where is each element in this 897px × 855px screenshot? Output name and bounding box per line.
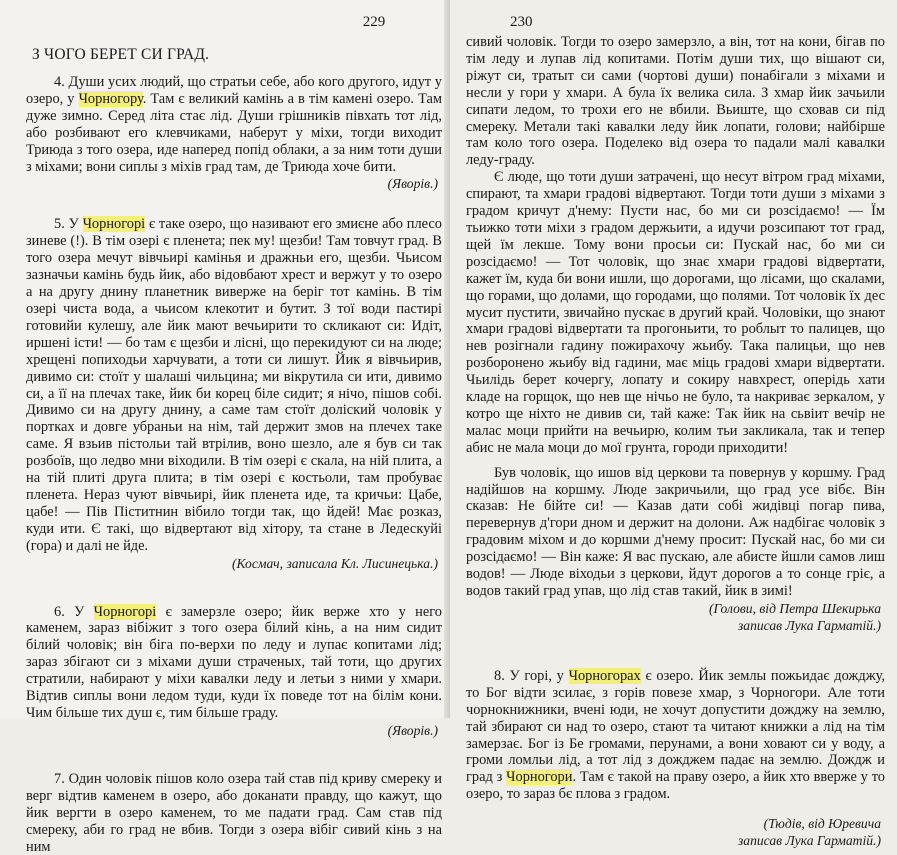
tale-8-source-line2: записав Лука Гарматій.) — [737, 833, 881, 849]
source-holovy-line1: (Голови, від Петра Шекирька — [709, 600, 881, 616]
section-heading: З ЧОГО БЕРЕТ СИ ГРАД. — [32, 46, 210, 63]
tale-4-text-rest: . Там є великий камінь а в тім камені озеро. Там дуже зимно. Серед літа стає лід. Души грішників півхать тот лід, або розбивают его клевчиками, наберут у міхи, тогди виходит Триюда з того озера, иде наперед попід облаки, а за ним тоти души з міхами; вони сиплы з міхів град там, де Триюда хоче бити. — [26, 90, 442, 175]
highlight-chornohory-plural: Чорногорах — [568, 667, 641, 684]
tale-8-source-line1: (Тюдів, від Юревича — [763, 816, 881, 832]
source-holovy-line2: записав Лука Гарматій.) — [737, 617, 881, 633]
tale-4-text-start: 4. Души усих людий, що стратьи себе, або кого другого, идут у озеро, у — [26, 74, 442, 107]
tale-4 — [26, 74, 442, 192]
tale-5-text-rest: є таке озеро, що називают его змиєне або плесо зиневе (!). В тім озері є пленета; пек му! щезби! Там товчут град. В того озера мечут вівчьирі камінья и дражньи его, щезби. Чьисом зазначьи камінь будь йик, або відовбают хрест и вержут у то озеро а на другу днину планетник виверже на беріг тот камінь. В тім озері чиста вода, а чьисом клекотит и бутит. З тої води пастирі готовийи кулешу, але йик мают вечьирити то скликают си: Идіт, иршені істи! — бо там є щезби и лісні, що перекидуют си на люде; хрещені попиходьи харчувати, а тоти си лишут. Йик я вівчьирив, дивимо си: стоїт у шалаші чильцина; ми вікрутила си ити, дивимо си, а її на плечах таке, йик би корец біле сидит; я нічо, пішов собі. Дивимо си на другу днину, а саме там стоїт доліский чоловік у портках и довге убраньи на нім, тай держит змов на плечех таке саме. Я взьив пістольи тай втрілив, воно шезло, але я був си так розбоїв, що ледво мни віходили. В тім озері є скала, на ній плита, а на тій плиті друга плита; в тім озері є костьоли, там пробуває пленета. Нераз чуют вівчьирі, йик пленета иде, та кричьи: Цабе, цабе! — Пів Піститнин вібило тогди так, що йдей! Має розказ, куди ити. Є такі, що відвертают від хітору, та стане в Ледескуйі (гора) и далі не йде. — [26, 216, 442, 554]
tale-8 — [466, 668, 885, 849]
page-number-left: 229 — [362, 14, 386, 30]
tale-8-text — [466, 668, 885, 803]
tale-7 — [26, 771, 442, 855]
right-page — [450, 0, 897, 849]
page-number-right: 230 — [510, 14, 533, 30]
tale-5-source: (Космач, записала Кл. Лисинецька.) — [232, 555, 438, 571]
highlight-chornohora: Чорногору — [78, 90, 143, 107]
tale-8-text-start: 8. У горі, у — [494, 667, 569, 684]
tale-5-text-start: 5. У — [54, 216, 83, 233]
tale-4-text — [26, 74, 442, 175]
highlight-chornohora: Чорногорі — [82, 216, 146, 233]
tale-6-text-start: 6. У — [54, 603, 94, 620]
tale-6-text-rest: є замерзле озеро; йик верже хто у него каменем, зараз вібіжит з того озера білий кінь, а на ним сидит білий чоловік; він біга по-верхи по леду и лупає копитами лід; зараз збігают си з міхами души страченых, тай тоти, що других стратили, набирают у міхи кавалки леду и летьи з ними у хмари. Відтив сиплы вони ледом туди, куди їх поведе тот на білім кони. Чим більше тих душ є, тим більше граду. — [26, 603, 442, 721]
tale-5 — [26, 216, 442, 571]
tale-4-source: (Яворів.) — [387, 176, 438, 192]
tale-6-text — [26, 604, 442, 722]
tale-7-text: 7. Один чоловік пішов коло озера тай став під криву смереку и верг відтив каменем в озеро, або доканати правду, що кажут, що йик вергти в озеро каменем, то ме падати град. Сам став під смереку, аби го град не вбив. Тогди з озера вібіг сивий кінь з на ним — [26, 770, 442, 855]
paragraph-souls-with-sacks: Є люде, що тоти души затрачені, що несут вітром град міхами, спирают, та хмари градові відвертают. Тогди тоти души з міхами з градом кричут д'нему: Пусти нас, бо ми си розсідаємо! — Їм тьижко тоти міхи з градом держьити, а идучи розсипают тот град, щей їм лекше. Тому вони просьи си: Пускай нас, бо ми си розсідаємо! — Тот чоловік, що знає хмари градові відвертати, кажет їм, куда би вони ишли, що дорогами, що лісами, що скалами, що горами, що долами, що городами, що полями. Тот чоловік їх дес мусит пустити, звичайно пускає в другий край. Чоловіки, що знают хмари градові відвертати та прогоньити, то роблыт то палицев, що нев розігнали гадину пожирахочу жьибу. Така палицьи, що нев розборонено жьибу від гадини, має міць градові хмари відвертати. Чьилідь берет кочергу, лопату и сокиру навхрест, оперідь хати кладе на горщок, що нев ще нічьо не було, та накриває зеркалом, у котро ще ніхто не дивив си, тай каже: Так йик на сьвіит вечір не малас моци прийти на вечьирю, колим тьи закликала, так и тепер абис не мала моци до мої грунта, городи приходити! — [466, 169, 885, 456]
paragraph-tavern: Був чоловік, що ишов від церкови та повернув у коршму. Град надійшов на коршму. Люде закричьили, що град усе вібє. Він сказав: Не бійте си! — Казав дати собі жидівці погар пива, перевернув д'гори дном и держит на долони. Аж надбігає чоловік з градовим міхом и до коршми д'нему просит: Пускай нас, бо ми си розсідаємо! — Він каже: Я вас пускаю, але абисте йшли самов лиш водов! — Люде віходьи з церкови, йдут дорогов а то сонце гріє, а водов такий град упав, що лід став такий, йик в зимі! — [466, 464, 885, 599]
highlight-chornohora: Чорногори — [506, 769, 573, 786]
tale-7-continued-text: сивий чоловік. Тогди то озеро замерзло, а він, тот на кони, бігав по тім леду и лупав лід копитами. Потім души тих, що вішают си, ріжут си, тратыт си сами (чортові души) понабігали з міхами и несли у гори у хмари. А була їх велика сила. З хмар йик зачьили сипати ледом, то трохи его не вбили. Вьиште, що сховав си під смереку. Метали такі кавалки леду йик лопати, голови; найбірше там коло того озера. Поделеко від озера то падали малі кавалки леду-граду. — [466, 34, 885, 169]
tale-8-text-middle: є озеро. Йик землы пожьидає дожджу, то Бог відти зсилає, з горів повезе хмар, з Чорногори. Але тоти чорнокнижники, вчені юди, не хочут допустити дожджу на землю, тай збирают си над то озеро, стают та читают книжки а лід на тім замерзає. Бог із Бе громами, перунами, а вони ховают си у воду, а громи ломльи лід, а тот лід з дожджем падає на землю. Дождж и град з — [466, 667, 885, 786]
highlight-chornohora: Чорногорі — [93, 603, 157, 620]
tale-8-text-end: . Там є такой на праву озеро, а йик хто вверже у то озеро, то зараз бє плова з градом. — [466, 769, 885, 803]
tale-7-continued — [466, 34, 885, 634]
tale-6-source: (Яворів.) — [387, 722, 438, 738]
tale-5-text — [26, 216, 442, 554]
tale-6 — [26, 604, 442, 739]
